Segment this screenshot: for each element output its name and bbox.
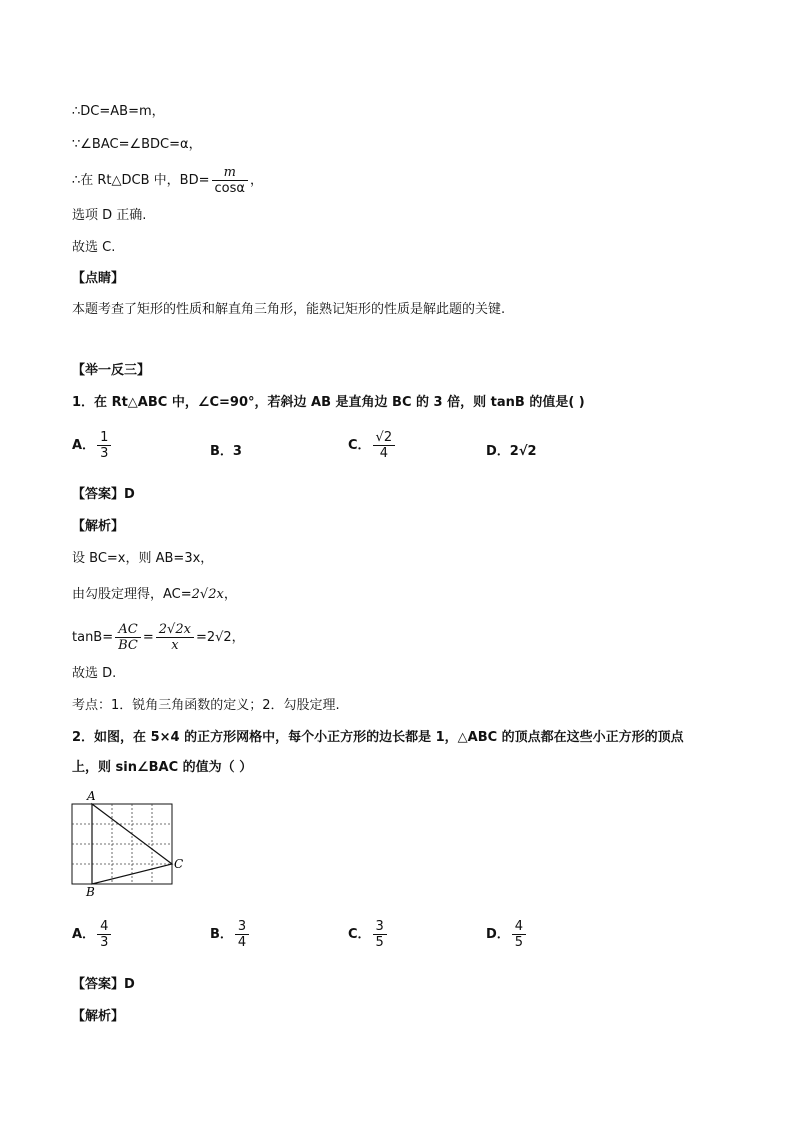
fraction-denominator: 3 bbox=[100, 935, 109, 950]
grid-lines bbox=[72, 804, 172, 884]
option-fraction bbox=[512, 919, 526, 950]
solution-line-3-text: ∴在 Rt△DCB 中，BD= bbox=[72, 173, 210, 188]
dianjing-text: 本题考查了矩形的性质和解直角三角形，能熟记矩形的性质是解此题的关键. bbox=[72, 302, 506, 317]
fraction-ac-bc bbox=[115, 622, 141, 653]
fraction-numerator: AC bbox=[115, 622, 141, 638]
fraction-denominator: cosα bbox=[214, 181, 245, 196]
option-fraction bbox=[97, 430, 111, 461]
solution-line-4: 选项 D 正确. bbox=[72, 208, 147, 223]
option-label: B． bbox=[210, 444, 233, 459]
q1-answer bbox=[72, 486, 135, 504]
dianjing-heading: 【点睛】 bbox=[72, 271, 125, 286]
fraction-denominator: 4 bbox=[237, 935, 247, 950]
q1-option-a bbox=[72, 430, 113, 461]
fraction-denominator: 4 bbox=[379, 446, 388, 461]
option-fraction bbox=[373, 430, 396, 461]
step-value: 2√2x bbox=[191, 587, 224, 602]
option-label: B． bbox=[210, 927, 233, 942]
solution-line-2: ∵∠BAC=∠BDC=α， bbox=[72, 137, 202, 152]
punctuation: ， bbox=[249, 173, 263, 188]
result-value: =2√2 bbox=[195, 630, 232, 645]
q1-option-b bbox=[210, 440, 242, 459]
q1-kaodian: 考点：1．锐角三角函数的定义；2．勾股定理. bbox=[72, 698, 340, 713]
option-fraction bbox=[235, 919, 249, 950]
option-value: 2√2 bbox=[509, 444, 537, 459]
punctuation: ， bbox=[231, 630, 245, 645]
q2-analysis-heading: 【解析】 bbox=[72, 1009, 125, 1024]
q1-analysis-heading: 【解析】 bbox=[72, 519, 125, 534]
solution-line-5: 故选 C. bbox=[72, 240, 116, 255]
fraction-denominator: x bbox=[171, 638, 179, 653]
option-label: A． bbox=[72, 927, 96, 942]
q1-step-2 bbox=[72, 586, 237, 604]
fraction-numerator: 1 bbox=[97, 430, 111, 446]
answer-text: 【答案】D bbox=[72, 487, 135, 502]
q2-option-b bbox=[210, 919, 251, 950]
q2-option-c bbox=[348, 919, 389, 950]
vertex-label-a: A bbox=[87, 789, 96, 803]
option-label: D． bbox=[486, 927, 510, 942]
solution-line-1: ∴DC=AB=m， bbox=[72, 104, 165, 119]
q1-step-3 bbox=[72, 622, 245, 653]
fraction-denominator: 3 bbox=[100, 446, 109, 461]
fraction-numerator: 2√2x bbox=[156, 622, 194, 638]
fraction-2root2x-x bbox=[156, 622, 194, 653]
q2-option-a bbox=[72, 919, 113, 950]
vertex-label-c: C bbox=[174, 857, 184, 871]
option-label: D． bbox=[486, 444, 510, 459]
option-value: 3 bbox=[232, 444, 242, 459]
grid-triangle-figure bbox=[66, 788, 190, 900]
fraction-denominator: 5 bbox=[375, 935, 384, 950]
q1-step-1: 设 BC=x，则 AB=3x， bbox=[72, 551, 214, 566]
option-label: A． bbox=[72, 438, 96, 453]
fraction-numerator: 3 bbox=[373, 919, 387, 935]
option-fraction bbox=[97, 919, 111, 950]
q2-option-d bbox=[486, 919, 528, 950]
q1-option-c bbox=[348, 430, 397, 461]
q1-step-4: 故选 D. bbox=[72, 666, 117, 681]
fraction-numerator: 4 bbox=[512, 919, 526, 935]
fraction-denominator: BC bbox=[118, 638, 138, 653]
fraction-numerator: m bbox=[212, 165, 248, 181]
equals-sign: = bbox=[142, 630, 154, 645]
fraction-m-over-cos bbox=[212, 165, 248, 196]
section-heading: 【举一反三】 bbox=[72, 363, 151, 378]
q2-stem-line-2: 上，则 sin∠BAC 的值为（ ） bbox=[72, 760, 253, 775]
vertex-label-b: B bbox=[86, 885, 95, 899]
step-text: tanB= bbox=[72, 630, 114, 645]
fraction-numerator: 3 bbox=[235, 919, 249, 935]
fraction-denominator: 5 bbox=[514, 935, 524, 950]
fraction-numerator: 4 bbox=[97, 919, 111, 935]
answer-text: 【答案】D bbox=[72, 977, 135, 992]
punctuation: ， bbox=[223, 587, 237, 602]
option-label: C． bbox=[348, 438, 371, 453]
solution-line-3 bbox=[72, 165, 263, 196]
option-fraction bbox=[373, 919, 387, 950]
q2-stem-line-1: 2．如图，在 5×4 的正方形网格中，每个小正方形的边长都是 1，△ABC 的顶点都在这些小正方形的顶点 bbox=[72, 730, 684, 745]
step-text: 由勾股定理得，AC= bbox=[72, 587, 192, 602]
q1-stem: 1．在 Rt△ABC 中，∠C=90°，若斜边 AB 是直角边 BC 的 3 倍，则 tanB 的值是( ) bbox=[72, 395, 585, 410]
option-label: C． bbox=[348, 927, 371, 942]
fraction-numerator: √2 bbox=[373, 430, 396, 446]
q2-answer bbox=[72, 976, 135, 994]
q1-option-d bbox=[486, 440, 537, 459]
